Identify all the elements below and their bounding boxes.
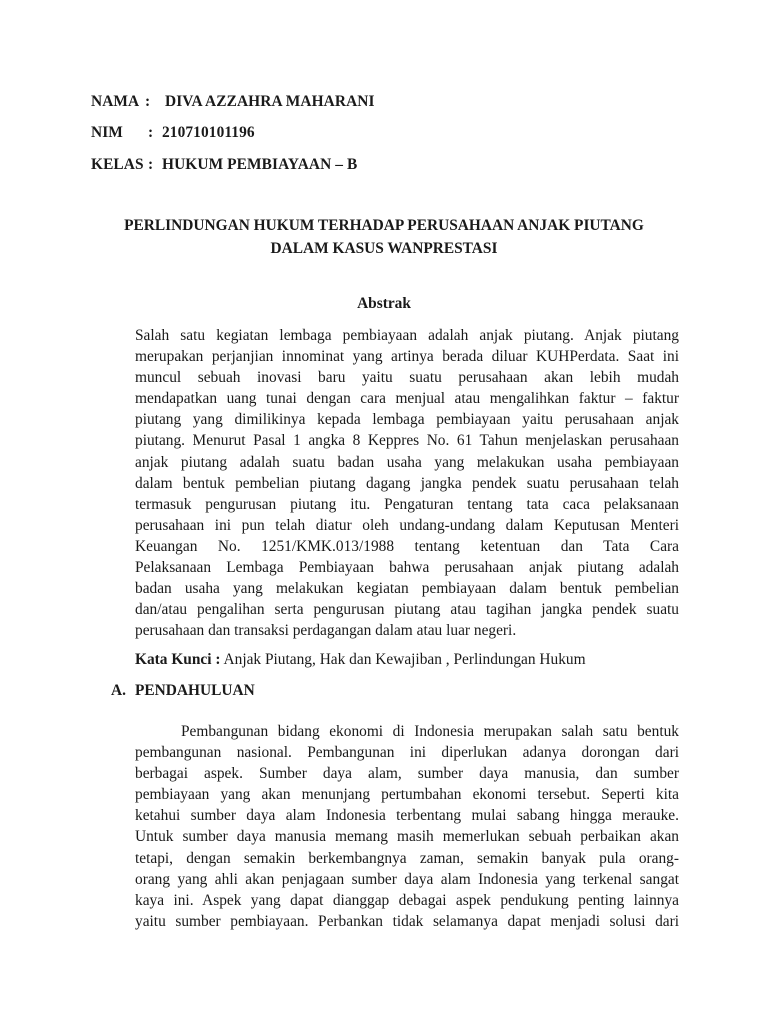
kelas-label: KELAS	[91, 156, 144, 173]
abstract-line: anjak piutang adalah suatu badan usaha yang melakukan usaha pembiayaan	[135, 453, 679, 471]
abstract-line: Keuangan No. 1251/KMK.013/1988 tentang ketentuan dan Tata Cara	[135, 537, 679, 555]
body-line: tetapi, dengan semakin berkembangnya zaman, semakin banyak pula orang-	[135, 849, 679, 867]
body-line: yaitu sumber pembiayaan. Perbankan tidak selamanya dapat menjadi solusi dari	[135, 912, 679, 930]
body-line: pembiayaan yang akan menunjang pertumbahan ekonomi tersebut. Seperti kita	[135, 786, 679, 804]
body-line: Pembangunan bidang ekonomi di Indonesia merupakan salah satu bentuk	[181, 723, 679, 740]
abstract-line: badan usaha yang melakukan kegiatan pembiayaan dalam bentuk pembelian	[135, 580, 679, 598]
identity-kelas-row	[91, 156, 357, 174]
abstract-line: merupakan perjanjian innominat yang artinya berada diluar KUHPerdata. Saat ini	[135, 348, 679, 366]
abstract-line: perusahaan dan transaksi perdagangan dalam atau luar negeri.	[135, 622, 517, 640]
abstract-line: dalam bentuk pembelian piutang dagang jangka pendek suatu perusahaan telah	[135, 474, 679, 492]
abstract-line: Pelaksanaan Lembaga Pembiayaan bahwa perusahaan anjak piutang adalah	[135, 559, 679, 577]
keywords-value: Anjak Piutang, Hak dan Kewajiban , Perlindungan Hukum	[220, 651, 586, 668]
abstract-line: perusahaan ini pun telah diatur oleh undang-undang dalam Keputusan Menteri	[135, 516, 679, 534]
nim-separator: :	[148, 124, 154, 141]
abstract-line: termasuk pengurusan piutang itu. Pengaturan tentang tata caca pelaksanaan	[135, 495, 679, 513]
section-number: A.	[111, 682, 126, 699]
nama-label: NAMA	[91, 93, 140, 110]
keywords-line	[135, 651, 586, 669]
nama-value: DIVA AZZAHRA MAHARANI	[165, 93, 375, 110]
body-line: kaya ini. Aspek yang dapat dianggap debagai aspek pendukung penting lainnya	[135, 891, 679, 909]
nim-value: 210710101196	[162, 124, 255, 141]
section-heading	[111, 682, 255, 700]
kelas-separator: :	[148, 156, 154, 173]
abstract-line: dan/atau pengalihan serta pengurusan piutang atau tagihan jangka pendek suatu	[135, 601, 679, 619]
nama-separator: :	[145, 93, 151, 110]
nim-label: NIM	[91, 124, 123, 141]
section-title: PENDAHULUAN	[135, 682, 255, 699]
body-line: pembangunan nasional. Pembangunan ini diperlukan adanya dorongan dari	[135, 744, 679, 762]
keywords-label: Kata Kunci :	[135, 651, 221, 668]
abstract-line: piutang. Menurut Pasal 1 angka 8 Keppres No. 61 Tahun menjelaskan perusahaan	[135, 432, 679, 450]
body-line: orang yang ahli akan penjagaan sumber daya alam Indonesia yang terkenal sangat	[135, 870, 679, 888]
abstract-line: mendapatkan uang tunai dengan cara menjual atau mengalihkan faktur – faktur	[135, 390, 679, 408]
body-line: ketahui sumber daya alam Indonesia terbentang mulai sabang hingga merauke.	[135, 807, 679, 825]
abstract-paragraph	[135, 325, 679, 641]
kelas-value: HUKUM PEMBIAYAAN – B	[162, 156, 358, 173]
abstract-line: muncul sebuah inovasi baru yaitu suatu perusahaan akan lebih mudah	[135, 369, 679, 387]
title-line-2: DALAM KASUS WANPRESTASI	[270, 240, 498, 257]
abstract-line: Salah satu kegiatan lembaga pembiayaan adalah anjak piutang. Anjak piutang	[135, 327, 679, 344]
abstract-line: piutang yang dimilikinya kepada lembaga pembiayaan yaitu perusahaan anjak	[135, 411, 679, 429]
identity-nama-row	[91, 93, 375, 111]
identity-nim-row	[91, 124, 255, 142]
title-line-1: PERLINDUNGAN HUKUM TERHADAP PERUSAHAAN ANJAK PIUTANG	[124, 217, 644, 234]
section-body-paragraph	[135, 721, 679, 932]
document-title	[0, 214, 768, 260]
body-line: berbagai aspek. Sumber daya alam, sumber daya manusia, dan sumber	[135, 765, 679, 783]
body-line: Untuk sumber daya manusia memang masih memerlukan sebuah perbaikan akan	[135, 828, 679, 846]
abstract-heading: Abstrak	[357, 295, 411, 312]
